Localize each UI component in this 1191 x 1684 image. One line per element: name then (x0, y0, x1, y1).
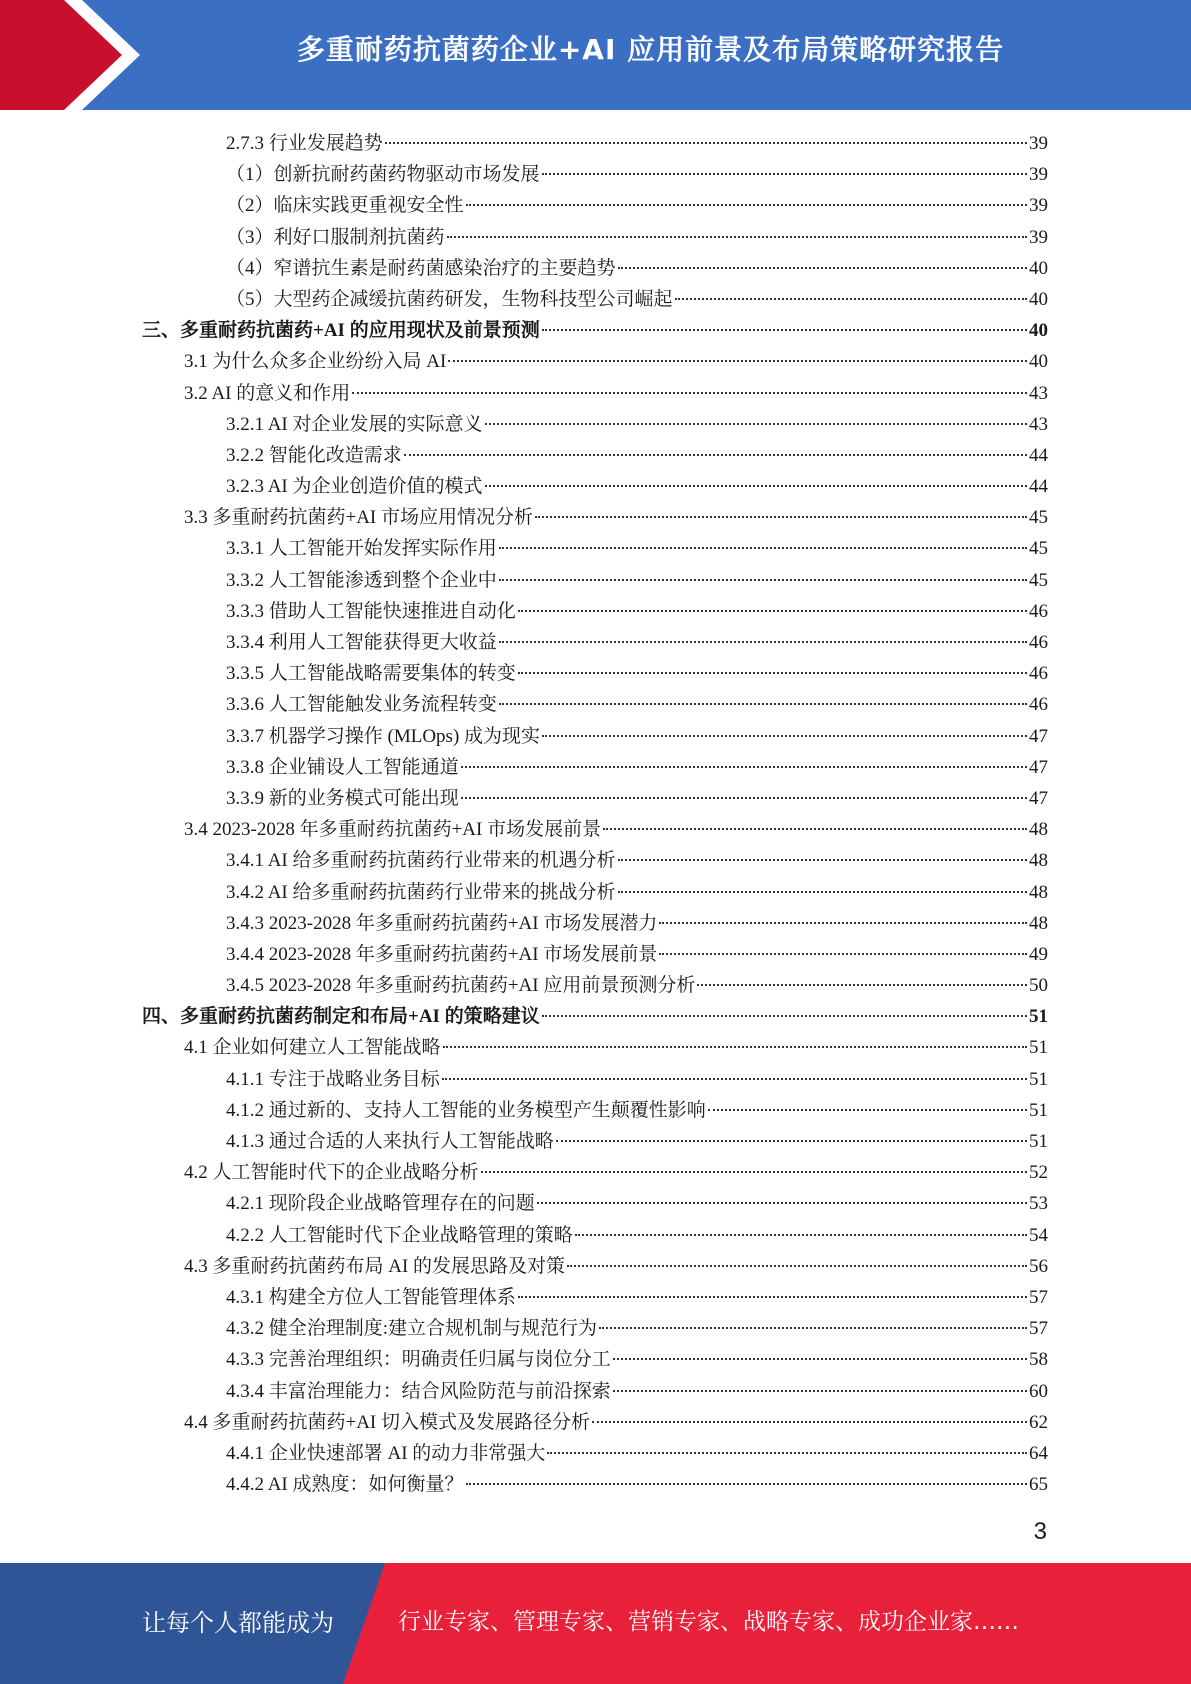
toc-entry[interactable] (142, 627, 1048, 658)
toc-leader-dots (447, 235, 1027, 238)
toc-entry-page: 46 (1029, 632, 1048, 653)
toc-entry-title: 4.2 人工智能时代下的企业战略分析 (184, 1162, 479, 1184)
toc-entry-page: 48 (1029, 881, 1048, 903)
toc-leader-dots (535, 515, 1027, 518)
toc-entry-title: 4.1.2 通过新的、支持人工智能的业务模型产生颠覆性影响 (226, 1099, 706, 1121)
toc-entry[interactable] (142, 1032, 1048, 1063)
toc-leader-dots (442, 1077, 1027, 1080)
toc-entry-page: 49 (1029, 943, 1048, 965)
toc-entry[interactable] (142, 970, 1048, 1001)
toc-entry-title: 3.2.2 智能化改造需求 (226, 444, 402, 466)
toc-entry-page: 39 (1029, 226, 1048, 248)
toc-entry[interactable] (142, 783, 1048, 814)
toc-entry-title: 3.4.1 AI 给多重耐药抗菌药行业带来的机遇分析 (226, 850, 616, 872)
toc-entry-page: 51 (1029, 1006, 1048, 1028)
toc-leader-dots (659, 952, 1027, 955)
toc-entry-page: 39 (1029, 133, 1048, 154)
toc-entry[interactable] (142, 1157, 1048, 1188)
toc-entry[interactable] (142, 1064, 1048, 1095)
toc-entry-page: 48 (1029, 819, 1048, 841)
toc-leader-dots (599, 1326, 1027, 1329)
toc-entry-page: 46 (1029, 663, 1048, 685)
toc-leader-dots (618, 890, 1027, 893)
toc-entry-title: 4.1.1 专注于战略业务目标 (226, 1068, 440, 1090)
toc-leader-dots (481, 1170, 1027, 1173)
toc-leader-dots (542, 734, 1027, 737)
toc-entry-title: 4.3.1 构建全方位人工智能管理体系 (226, 1286, 516, 1308)
toc-entry-title: 4.4 多重耐药抗菌药+AI 切入模式及发展路径分析 (184, 1411, 591, 1433)
toc-entry-title: 4.4.1 企业快速部署 AI 的动力非常强大 (226, 1442, 546, 1464)
footer-slogan-left: 让每个人都能成为 (142, 1609, 334, 1637)
toc-leader-dots (697, 983, 1027, 986)
toc-entry-title: 3.3.6 人工智能触发业务流程转变 (226, 694, 497, 716)
toc-entry-page: 40 (1029, 257, 1048, 279)
toc-entry-title: 3.3.2 人工智能渗透到整个企业中 (226, 569, 497, 591)
table-of-contents (142, 128, 1048, 1500)
toc-entry-title: 4.2.2 人工智能时代下企业战略管理的策略 (226, 1224, 573, 1246)
toc-entry[interactable] (142, 658, 1048, 689)
toc-leader-dots (556, 1139, 1027, 1142)
toc-entry[interactable] (142, 1095, 1048, 1126)
toc-entry-page: 60 (1029, 1380, 1048, 1402)
toc-entry-page: 44 (1029, 476, 1048, 498)
toc-leader-dots (659, 921, 1027, 924)
toc-entry-page: 56 (1029, 1255, 1048, 1277)
toc-leader-dots (618, 858, 1027, 861)
toc-entry[interactable] (142, 877, 1048, 908)
toc-entry-title: 3.3.4 利用人工智能获得更大收益 (226, 632, 497, 653)
toc-entry-page: 62 (1029, 1411, 1048, 1433)
toc-entry-page: 58 (1029, 1349, 1048, 1371)
toc-entry-title: 3.4 2023-2028 年多重耐药抗菌药+AI 市场发展前景 (184, 819, 602, 841)
toc-entry[interactable] (142, 1469, 1048, 1500)
toc-entry-title: 4.3.3 完善治理组织：明确责任归属与岗位分工 (226, 1349, 611, 1371)
toc-entry-page: 47 (1029, 725, 1048, 747)
toc-entry[interactable] (142, 814, 1048, 845)
toc-entry-title: （2）临床实践更重视安全性 (226, 195, 464, 217)
toc-entry-title: 3.4.2 AI 给多重耐药抗菌药行业带来的挑战分析 (226, 881, 616, 903)
toc-entry[interactable] (142, 689, 1048, 720)
toc-entry-title: 2.7.3 行业发展趋势 (226, 133, 383, 154)
toc-leader-dots (613, 1389, 1027, 1392)
toc-entry[interactable] (142, 721, 1048, 752)
toc-entry-page: 48 (1029, 912, 1048, 934)
toc-leader-dots (567, 1264, 1027, 1267)
toc-entry-title: 3.3.9 新的业务模式可能出现 (226, 787, 459, 809)
toc-entry[interactable] (142, 1251, 1048, 1282)
toc-leader-dots (485, 484, 1027, 487)
toc-entry-title: 3.4.4 2023-2028 年多重耐药抗菌药+AI 市场发展前景 (226, 943, 658, 965)
toc-entry-page: 64 (1029, 1442, 1048, 1464)
toc-leader-dots (443, 1045, 1027, 1048)
toc-entry[interactable] (142, 1438, 1048, 1469)
toc-entry[interactable] (142, 346, 1048, 377)
toc-entry-title: 4.3 多重耐药抗菌药布局 AI 的发展思路及对策 (184, 1255, 566, 1277)
toc-entry[interactable] (142, 1282, 1048, 1313)
toc-leader-dots (708, 1108, 1027, 1111)
toc-entry[interactable] (142, 1376, 1048, 1407)
page-number: 3 (1033, 1518, 1047, 1545)
toc-entry[interactable] (142, 253, 1048, 284)
toc-leader-dots (461, 796, 1027, 799)
toc-entry-page: 48 (1029, 850, 1048, 872)
toc-leader-dots (618, 266, 1027, 269)
toc-leader-dots (592, 1420, 1027, 1423)
toc-leader-dots (499, 702, 1027, 705)
toc-leader-dots (404, 453, 1027, 456)
toc-entry[interactable] (142, 440, 1048, 471)
toc-entry-title: 3.3 多重耐药抗菌药+AI 市场应用情况分析 (184, 507, 534, 529)
toc-entry-page: 51 (1029, 1068, 1048, 1090)
toc-entry-page: 51 (1029, 1099, 1048, 1121)
toc-entry-title: 3.2.3 AI 为企业创造价值的模式 (226, 476, 483, 498)
toc-entry-title: （1）创新抗耐药菌药物驱动市场发展 (226, 164, 540, 186)
toc-entry[interactable] (142, 565, 1048, 596)
toc-entry-title: 3.3.8 企业铺设人工智能通道 (226, 756, 459, 778)
toc-leader-dots (603, 827, 1027, 830)
toc-leader-dots (542, 328, 1027, 331)
toc-entry-page: 51 (1029, 1037, 1048, 1059)
toc-entry-page: 40 (1029, 288, 1048, 310)
toc-entry-title: 3.3.5 人工智能战略需要集体的转变 (226, 663, 516, 685)
toc-entry-page: 45 (1029, 507, 1048, 529)
toc-entry[interactable] (142, 284, 1048, 315)
toc-entry[interactable] (142, 1188, 1048, 1219)
toc-entry-page: 40 (1029, 351, 1048, 373)
toc-entry-title: 3.4.5 2023-2028 年多重耐药抗菌药+AI 应用前景预测分析 (226, 975, 696, 997)
toc-entry-title: 4.1 企业如何建立人工智能战略 (184, 1037, 441, 1059)
toc-entry-page: 57 (1029, 1318, 1048, 1340)
toc-entry[interactable] (142, 1313, 1048, 1344)
toc-entry[interactable] (142, 1126, 1048, 1157)
toc-entry-page: 47 (1029, 756, 1048, 778)
toc-entry-title: 4.1.3 通过合适的人来执行人工智能战略 (226, 1131, 554, 1152)
toc-entry-title: （3）利好口服制剂抗菌药 (226, 226, 445, 248)
toc-entry[interactable] (142, 190, 1048, 221)
toc-entry-title: （4）窄谱抗生素是耐药菌感染治疗的主要趋势 (226, 257, 616, 279)
toc-entry-page: 51 (1029, 1131, 1048, 1152)
toc-leader-dots (466, 203, 1027, 206)
toc-entry-page: 39 (1029, 164, 1048, 186)
toc-entry-page: 44 (1029, 444, 1048, 466)
toc-leader-dots (352, 391, 1027, 394)
toc-entry[interactable] (142, 752, 1048, 783)
toc-entry[interactable] (142, 939, 1048, 970)
toc-entry[interactable] (142, 1344, 1048, 1375)
toc-entry[interactable] (142, 315, 1048, 346)
toc-entry-title: 3.2 AI 的意义和作用 (184, 382, 351, 404)
toc-entry[interactable] (142, 908, 1048, 939)
toc-entry-title: 4.3.4 丰富治理能力：结合风险防范与前沿探索 (226, 1380, 611, 1402)
toc-leader-dots (542, 1014, 1027, 1017)
toc-leader-dots (675, 297, 1027, 300)
toc-entry-page: 46 (1029, 600, 1048, 622)
toc-entry-title: 3.3.1 人工智能开始发挥实际作用 (226, 538, 497, 560)
toc-entry[interactable] (142, 128, 1048, 159)
toc-entry[interactable] (142, 596, 1048, 627)
toc-entry-title: 四、多重耐药抗菌药制定和布局+AI 的策略建议 (142, 1006, 540, 1028)
toc-entry-title: 3.1 为什么众多企业纷纷入局 AI (184, 351, 447, 373)
toc-leader-dots (448, 359, 1027, 362)
toc-entry-page: 39 (1029, 195, 1048, 217)
toc-entry-page: 43 (1029, 413, 1048, 435)
toc-entry[interactable] (142, 378, 1048, 409)
toc-entry[interactable] (142, 1220, 1048, 1251)
toc-leader-dots (499, 546, 1027, 549)
toc-entry-title: 4.2.1 现阶段企业战略管理存在的问题 (226, 1193, 535, 1215)
toc-leader-dots (537, 1201, 1027, 1204)
toc-entry[interactable] (142, 471, 1048, 502)
toc-entry-page: 57 (1029, 1286, 1048, 1308)
toc-entry-title: （5）大型药企减缓抗菌药研发，生物科技型公司崛起 (226, 288, 673, 310)
toc-leader-dots (499, 578, 1027, 581)
toc-leader-dots (542, 172, 1027, 175)
toc-leader-dots (518, 609, 1027, 612)
toc-leader-dots (518, 671, 1027, 674)
toc-entry-page: 52 (1029, 1162, 1048, 1184)
toc-leader-dots (613, 1357, 1027, 1360)
toc-entry[interactable] (142, 845, 1048, 876)
toc-leader-dots (499, 640, 1027, 643)
toc-entry-title: 3.4.3 2023-2028 年多重耐药抗菌药+AI 市场发展潜力 (226, 912, 658, 934)
toc-entry-page: 47 (1029, 787, 1048, 809)
toc-leader-dots (385, 141, 1027, 144)
toc-entry-page: 40 (1029, 320, 1048, 342)
toc-entry-title: 3.2.1 AI 对企业发展的实际意义 (226, 413, 483, 435)
toc-entry-page: 54 (1029, 1224, 1048, 1246)
toc-entry-page: 45 (1029, 538, 1048, 560)
toc-entry-title: 3.3.7 机器学习操作 (MLOps) 成为现实 (226, 725, 541, 747)
header-banner (0, 0, 1191, 110)
toc-leader-dots (547, 1451, 1027, 1454)
toc-entry-title: 4.4.2 AI 成熟度：如何衡量？ (226, 1474, 464, 1496)
footer-slogan-right: 行业专家、管理专家、营销专家、战略专家、成功企业家…… (398, 1609, 1019, 1635)
toc-entry[interactable] (142, 502, 1048, 533)
toc-entry-page: 45 (1029, 569, 1048, 591)
toc-leader-dots (575, 1233, 1027, 1236)
toc-entry-title: 4.3.2 健全治理制度:建立合规机制与规范行为 (226, 1318, 598, 1340)
toc-entry-page: 65 (1029, 1474, 1048, 1496)
report-title: 多重耐药抗菌药企业+AI 应用前景及布局策略研究报告 (296, 33, 1005, 66)
toc-entry[interactable] (142, 409, 1048, 440)
toc-leader-dots (461, 765, 1027, 768)
toc-entry-title: 3.3.3 借助人工智能快速推进自动化 (226, 600, 516, 622)
toc-entry[interactable] (142, 1001, 1048, 1032)
toc-entry[interactable] (142, 159, 1048, 190)
toc-entry[interactable] (142, 222, 1048, 253)
toc-entry-page: 50 (1029, 975, 1048, 997)
toc-entry-page: 53 (1029, 1193, 1048, 1215)
toc-leader-dots (485, 422, 1027, 425)
toc-entry-title: 三、多重耐药抗菌药+AI 的应用现状及前景预测 (142, 320, 540, 342)
toc-leader-dots (466, 1482, 1027, 1485)
toc-entry-page: 46 (1029, 694, 1048, 716)
toc-entry-page: 43 (1029, 382, 1048, 404)
header-arrow-decoration (0, 0, 160, 110)
toc-entry[interactable] (142, 533, 1048, 564)
toc-leader-dots (518, 1295, 1027, 1298)
toc-entry[interactable] (142, 1407, 1048, 1438)
footer-banner (0, 1563, 1191, 1684)
